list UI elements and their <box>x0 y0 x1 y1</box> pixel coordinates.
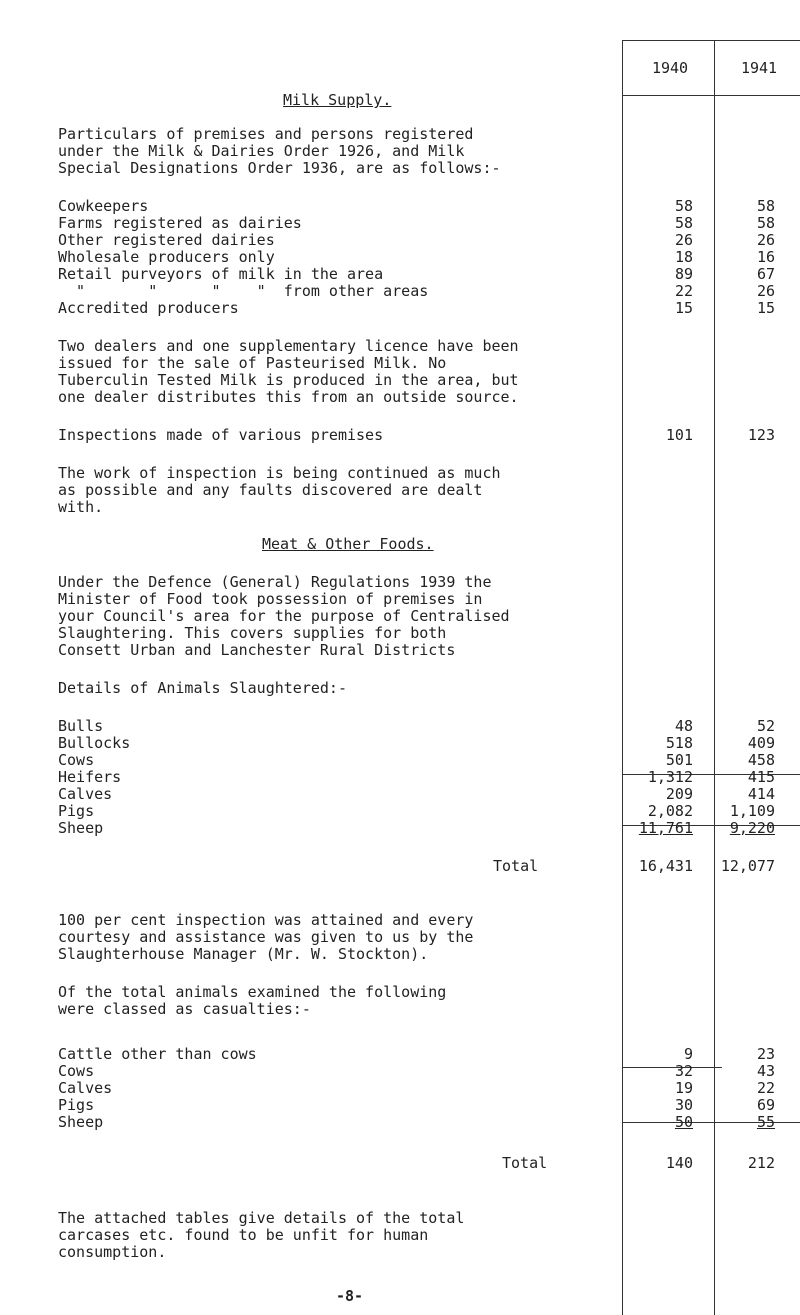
slaughter-row-label: Pigs <box>58 802 95 820</box>
milk-row-1941: 58 <box>756 214 775 232</box>
milk-row-1940: 22 <box>674 282 693 300</box>
inspection-note-line: Slaughterhouse Manager (Mr. W. Stockton). <box>58 945 429 963</box>
milk-row-1940: 15 <box>674 299 693 317</box>
casualty-row-label: Cattle other than cows <box>58 1045 257 1063</box>
slaughter-total-1940: 16,431 <box>638 857 693 875</box>
slaughter-row-1940: 11,761 <box>638 819 693 837</box>
closing-note-line: consumption. <box>58 1243 167 1261</box>
slaughter-row-1941: 415 <box>747 768 775 786</box>
casualty-row-1941: 23 <box>756 1045 775 1063</box>
slaughter-row-1940: 501 <box>665 751 693 769</box>
casualty-row-1940: 32 <box>674 1062 693 1080</box>
milk-row-label: Cowkeepers <box>58 197 149 215</box>
casualties-intro-line: were classed as casualties:- <box>58 1000 311 1018</box>
casualty-row-label: Sheep <box>58 1113 104 1131</box>
slaughter-row-1940: 209 <box>665 785 693 803</box>
slaughter-row-label: Calves <box>58 785 113 803</box>
casualty-row-1941: 22 <box>756 1079 775 1097</box>
slaughter-row-1941: 409 <box>747 734 775 752</box>
slaughter-row-1940: 2,082 <box>647 802 693 820</box>
casualty-row-label: Calves <box>58 1079 113 1097</box>
inspections-1940: 101 <box>665 426 693 444</box>
milk-row-1940: 26 <box>674 231 693 249</box>
slaughter-row-label: Sheep <box>58 819 104 837</box>
meat-intro-line: Minister of Food took possession of premises in <box>58 590 483 608</box>
pasteurised-note-line: Tuberculin Tested Milk is produced in the area, but <box>58 371 519 389</box>
slaughter-row-1941: 414 <box>747 785 775 803</box>
casualty-row-1941: 43 <box>756 1062 775 1080</box>
inspection-note-line: courtesy and assistance was given to us by the <box>58 928 474 946</box>
meat-heading: Meat & Other Foods. <box>262 535 434 553</box>
casualty-row-1941: 69 <box>756 1096 775 1114</box>
slaughter-row-1941: 1,109 <box>729 802 775 820</box>
pasteurised-note-line: Two dealers and one supplementary licence have been <box>58 337 519 355</box>
meat-intro-line: Slaughtering. This covers supplies for both <box>58 624 447 642</box>
slaughter-row-1940: 48 <box>674 717 693 735</box>
milk-row-label: Retail purveyors of milk in the area <box>58 265 384 283</box>
casualties-intro-line: Of the total animals examined the following <box>58 983 447 1001</box>
meat-intro-line: Under the Defence (General) Regulations 1939 the <box>58 573 492 591</box>
milk-row-1941: 26 <box>756 282 775 300</box>
casualty-row-1940: 50 <box>674 1113 693 1131</box>
inspections-label: Inspections made of various premises <box>58 426 384 444</box>
slaughter-row-1941: 458 <box>747 751 775 769</box>
header-top-rule <box>622 40 800 41</box>
column-header-1941: 1941 <box>740 59 778 77</box>
page-number: -8- <box>336 1287 364 1305</box>
work-note-line: with. <box>58 498 104 516</box>
milk-heading: Milk Supply. <box>283 91 392 109</box>
header-bottom-rule <box>622 95 800 96</box>
meat-intro-line: your Council's area for the purpose of Centralised <box>58 607 510 625</box>
slaughter-row-label: Bulls <box>58 717 104 735</box>
milk-intro-line: Special Designations Order 1936, are as follows:- <box>58 159 501 177</box>
milk-row-1940: 58 <box>674 214 693 232</box>
pasteurised-note-line: issued for the sale of Pasteurised Milk. No <box>58 354 447 372</box>
milk-intro-line: Particulars of premises and persons registered <box>58 125 474 143</box>
pasteurised-note-line: one dealer distributes this from an outside source. <box>58 388 519 406</box>
slaughter-row-1941: 9,220 <box>729 819 775 837</box>
work-note-line: The work of inspection is being continued as much <box>58 464 501 482</box>
slaughter-row-1940: 518 <box>665 734 693 752</box>
casualty-row-label: Cows <box>58 1062 95 1080</box>
casualty-row-1941: 55 <box>756 1113 775 1131</box>
milk-row-label: Farms registered as dairies <box>58 214 302 232</box>
casualty-row-1940: 30 <box>674 1096 693 1114</box>
closing-note-line: carcases etc. found to be unfit for human <box>58 1226 429 1244</box>
casualties-total-1940: 140 <box>665 1154 693 1172</box>
milk-row-1940: 58 <box>674 197 693 215</box>
milk-row-1941: 15 <box>756 299 775 317</box>
slaughter-total-label: Total <box>493 857 539 875</box>
milk-row-1940: 89 <box>674 265 693 283</box>
column-1940-left-rule <box>622 40 623 1315</box>
milk-row-1941: 26 <box>756 231 775 249</box>
milk-row-1941: 67 <box>756 265 775 283</box>
column-header-1940: 1940 <box>651 59 689 77</box>
meat-intro-line: Consett Urban and Lanchester Rural Districts <box>58 641 456 659</box>
casualties-total-label: Total <box>502 1154 548 1172</box>
slaughter-row-1940: 1,312 <box>647 768 693 786</box>
milk-row-1941: 16 <box>756 248 775 266</box>
column-divider-rule <box>714 40 715 1315</box>
milk-row-label: Wholesale producers only <box>58 248 275 266</box>
milk-row-label: Accredited producers <box>58 299 239 317</box>
milk-intro-line: under the Milk & Dairies Order 1926, and Milk <box>58 142 465 160</box>
slaughter-row-label: Heifers <box>58 768 122 786</box>
slaughter-row-label: Bullocks <box>58 734 131 752</box>
slaughter-total-1941: 12,077 <box>720 857 775 875</box>
slaughter-details-heading: Details of Animals Slaughtered:- <box>58 679 347 697</box>
milk-row-1940: 18 <box>674 248 693 266</box>
casualty-row-1940: 19 <box>674 1079 693 1097</box>
casualty-row-1940: 9 <box>683 1045 693 1063</box>
slaughter-row-label: Cows <box>58 751 95 769</box>
work-note-line: as possible and any faults discovered are dealt <box>58 481 483 499</box>
closing-note-line: The attached tables give details of the total <box>58 1209 465 1227</box>
inspection-note-line: 100 per cent inspection was attained and every <box>58 911 474 929</box>
milk-row-1941: 58 <box>756 197 775 215</box>
milk-row-label: Other registered dairies <box>58 231 275 249</box>
casualty-row-label: Pigs <box>58 1096 95 1114</box>
casualties-total-1941: 212 <box>747 1154 775 1172</box>
slaughter-row-1941: 52 <box>756 717 775 735</box>
milk-row-label: " " " " from other areas <box>58 282 429 300</box>
inspections-1941: 123 <box>747 426 775 444</box>
